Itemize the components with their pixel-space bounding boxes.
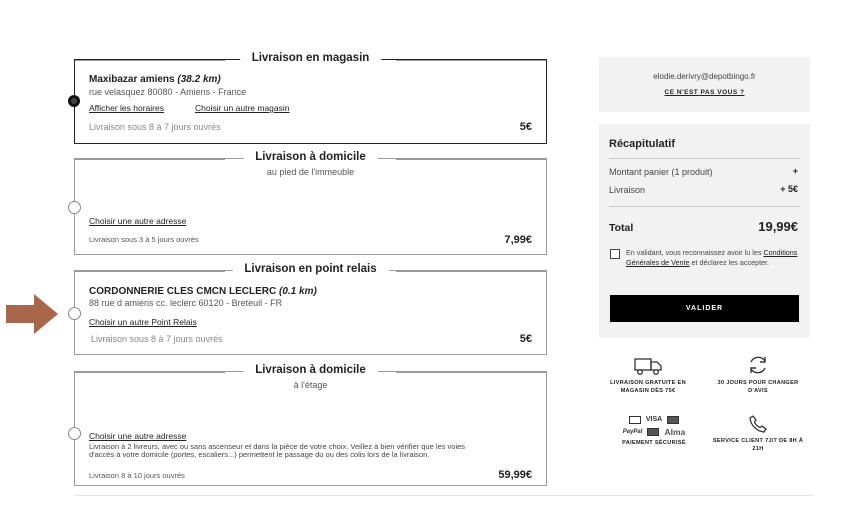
feature-label: 30 JOURS POUR CHANGER D'AVIS: [717, 380, 799, 394]
terms-checkbox[interactable]: [610, 249, 620, 259]
home-ground-radio[interactable]: [68, 201, 81, 214]
account-email: elodie.derivry@depotbingo.fr: [653, 72, 756, 81]
total-label: Total: [609, 222, 634, 234]
divider: [609, 158, 800, 159]
feature-label: SERVICE CLIENT 7J/7 DE 8H À 21H: [712, 438, 804, 452]
visa-logo: VISA: [645, 416, 663, 423]
summary-title: Récapitulatif: [609, 138, 676, 150]
relay-address: 88 rue d amiens cc. leclerc 60120 - Breteuil - FR: [89, 298, 283, 308]
feature-payment: [604, 414, 704, 448]
relay-name: CORDONNERIE CLES CMCN LECLERC (0.1 km): [89, 286, 317, 297]
card-icon: [629, 416, 641, 424]
terms-text: En validant, vous reconnaissez avoir lu les Conditions Générales de Vente et déclarez les accepter.: [626, 248, 798, 267]
option-home-ground[interactable]: [74, 151, 547, 255]
home-floor-note: Livraison à 2 livreurs, avec ou sans ascenseur et dans la pièce de votre choix. Veillez à bien vérifier que les voies d'accès à votre domicile (portes, escaliers...) permettent le passage du ou des colis lors de la livraison.: [89, 442, 466, 459]
option-home-floor[interactable]: [74, 364, 547, 486]
feature-label: LIVRAISON GRATUITE EN MAGASIN DÈS 75€: [610, 380, 686, 394]
relay-radio[interactable]: [68, 307, 81, 320]
cart-amount-label: Montant panier (1 produit): [609, 167, 713, 177]
option-store-delivery[interactable]: [74, 52, 547, 144]
cart-amount-value: +: [792, 166, 798, 176]
home-floor-delay: Livraison 8 à 10 jours ouvrés: [89, 471, 185, 480]
store-price: 5€: [519, 121, 532, 133]
terms-link[interactable]: Conditions Générales de Vente: [626, 248, 798, 267]
truck-icon: [633, 356, 663, 376]
card-icon: [647, 428, 659, 436]
choose-other-store-link[interactable]: Choisir un autre magasin: [195, 103, 290, 113]
choose-other-address-link[interactable]: Choisir une autre adresse: [89, 216, 187, 226]
option-relay-point[interactable]: [74, 263, 547, 355]
relay-price: 5€: [519, 333, 532, 345]
home-ground-delay: Livraison sous 3 à 5 jours ouvrés: [89, 235, 199, 244]
payment-methods-row: [604, 426, 704, 438]
card-icon: [667, 416, 679, 424]
choose-other-relay-link[interactable]: Choisir un autre Point Relais: [89, 317, 197, 327]
choose-other-address-link[interactable]: Choisir une autre adresse: [89, 431, 187, 441]
divider: [609, 206, 800, 207]
store-name: Maxibazar amiens (38.2 km): [89, 74, 221, 85]
total-value: 19,99€: [758, 219, 798, 234]
phone-icon: [748, 414, 768, 434]
store-address: rue velasquez 80080 - Amiens - France: [89, 87, 247, 97]
summary-panel: [599, 124, 810, 338]
alma-logo: Alma: [664, 427, 686, 437]
delivery-value: + 5€: [780, 184, 798, 194]
paypal-logo: PayPal: [622, 429, 643, 435]
option-title: Livraison en magasin: [240, 52, 382, 64]
relay-delay: Livraison sous 8 à 7 jours ouvrés: [91, 334, 223, 344]
feature-label: PAIEMENT SÉCURISÉ: [622, 440, 686, 446]
feature-customer-service: [708, 414, 808, 453]
delivery-label: Livraison: [609, 185, 646, 195]
not-you-link[interactable]: CE N'EST PAS VOUS ?: [664, 89, 745, 96]
show-hours-link[interactable]: Afficher les horaires: [89, 103, 164, 113]
option-title: Livraison à domicile: [243, 364, 378, 376]
feature-free-delivery: [598, 356, 698, 395]
refresh-icon: [747, 354, 769, 376]
store-radio[interactable]: [68, 95, 80, 107]
option-title: Livraison en point relais: [232, 263, 388, 275]
feature-returns: [708, 354, 808, 395]
account-panel: [599, 57, 810, 112]
pointer-arrow-icon: [6, 294, 58, 334]
validate-button[interactable]: VALIDER: [610, 295, 799, 322]
option-subtitle: au pied de l'immeuble: [266, 167, 355, 177]
option-subtitle: à l'étage: [293, 380, 328, 390]
option-title: Livraison à domicile: [243, 151, 378, 163]
payment-methods-row: [604, 414, 704, 426]
store-delay: Livraison sous 8 à 7 jours ouvrés: [89, 122, 221, 132]
home-floor-radio[interactable]: [68, 427, 81, 440]
home-ground-price: 7,99€: [504, 234, 532, 246]
divider: [74, 495, 814, 496]
home-floor-price: 59,99€: [498, 469, 532, 481]
